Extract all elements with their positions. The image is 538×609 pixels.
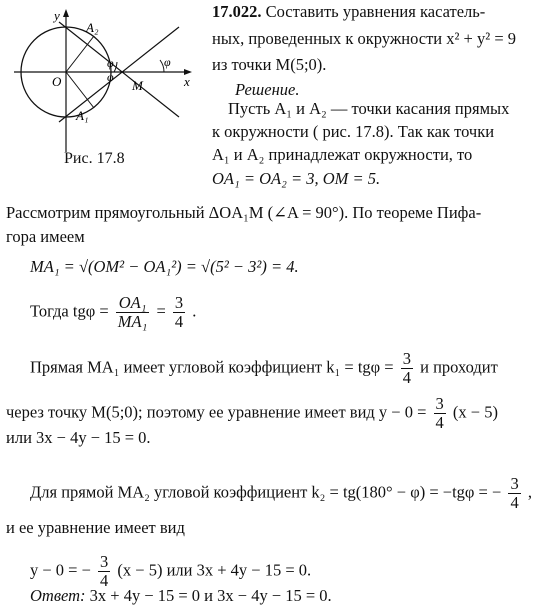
label-m: M [132, 78, 143, 93]
ma2-num: 3 [510, 474, 519, 493]
tg-end: . [192, 301, 197, 321]
ma1-line-3: или 3x − 4y − 15 = 0. [6, 428, 151, 447]
tg-den-2: 4 [174, 312, 184, 332]
tangent-ma2 [59, 22, 179, 117]
tg-fraction-2 [173, 294, 185, 331]
label-phi-3: φ [164, 55, 171, 69]
label-y: y [54, 8, 60, 23]
ma2-line-1-a: Для прямой MA₂ угловой коэффициент k₂ = tg(180° − φ) = −tgφ = − [30, 482, 502, 502]
ma1-den: 4 [402, 368, 411, 388]
tg-line [30, 294, 196, 331]
ma1-line-2-a: через точку M(5;0); поэтому ее уравнение имеет вид y − 0 = [6, 402, 427, 422]
ma2-eq-num: 3 [100, 552, 109, 571]
solution-heading: Решение. [235, 80, 300, 99]
intro-line-3: A₁ и A₂ принадлежат окружности, то [212, 145, 473, 164]
tg-den-1: MA₁ [117, 312, 148, 332]
ma1-line-2-fraction [434, 395, 446, 432]
ma2-line-1-b: , [527, 482, 532, 502]
tg-num-2: 3 [174, 293, 184, 312]
ma2-eq-a: y − 0 = − [30, 560, 91, 580]
ma1-line-1 [30, 350, 498, 387]
triangle-line-1: Рассмотрим прямоугольный ΔOA₁M (∠A = 90°). По теореме Пифа- [6, 203, 482, 222]
ma1-fraction [401, 350, 413, 387]
ma2-fraction [508, 475, 520, 512]
figure-17-8 [4, 2, 204, 162]
intro-line-4: OA₁ = OA₂ = 3, OM = 5. [212, 169, 381, 188]
tg-num-1: OA₁ [116, 294, 150, 313]
ma1-num: 3 [402, 349, 411, 368]
problem-line-2: ных, проведенных к окружности x² + y² = 9 [212, 29, 516, 48]
ma2-eq-den: 4 [100, 571, 109, 591]
intro-line-1: Пусть A₁ и A₂ — точки касания прямых [228, 99, 510, 118]
label-o: O [52, 74, 62, 89]
y-axis-arrow [63, 9, 69, 17]
figure-caption: Рис. 17.8 [64, 150, 125, 167]
tg-fraction-1 [116, 294, 150, 331]
answer-text: 3x + 4y − 15 = 0 и 3x − 4y − 15 = 0. [89, 586, 332, 605]
ma1-line-2 [6, 395, 498, 432]
ma1-line-2-num: 3 [435, 394, 444, 413]
ma1-line-1-b: и проходит [420, 357, 498, 377]
problem-number: 17.022. [212, 2, 262, 21]
ma2-den: 4 [510, 493, 519, 513]
triangle-line-2: гора имеем [6, 227, 85, 246]
ma1-line-2-den: 4 [435, 413, 444, 433]
label-phi-2: φ [107, 70, 114, 84]
ma2-line-2: и ее уравнение имеет вид [6, 518, 185, 537]
answer-label: Ответ: [30, 586, 86, 605]
ma2-line-1 [30, 475, 532, 512]
ma2-eq-b: (x − 5) или 3x + 4y − 15 = 0. [117, 560, 312, 580]
tg-prefix: Тогда tgφ = [30, 301, 109, 321]
intro-line-2: к окружности ( рис. 17.8). Так как точки [212, 122, 495, 141]
problem-line-1 [212, 4, 485, 21]
label-a1: A₁ [76, 108, 89, 123]
radius-oa1 [66, 72, 94, 108]
tg-equals: = [156, 301, 166, 321]
answer-line [30, 588, 332, 605]
ma2-eq-fraction [98, 553, 110, 590]
ma2-equation [30, 553, 311, 590]
problem-text-1: Составить уравнения касатель- [265, 2, 486, 21]
figure-diagram [4, 2, 204, 162]
label-a2: A₂ [86, 20, 99, 35]
radius-oa2 [66, 36, 94, 72]
ma1-formula: MA₁ = √(OM² − OA₁²) = √(5² − 3²) = 4. [30, 257, 299, 276]
label-phi-1: φ [107, 56, 114, 70]
ma1-line-2-b: (x − 5) [452, 402, 498, 422]
label-x: x [184, 74, 190, 89]
problem-line-3: из точки M(5;0). [212, 55, 327, 74]
ma1-line-1-a: Прямая MA₁ имеет угловой коэффициент k₁ = tgφ = [30, 357, 394, 377]
